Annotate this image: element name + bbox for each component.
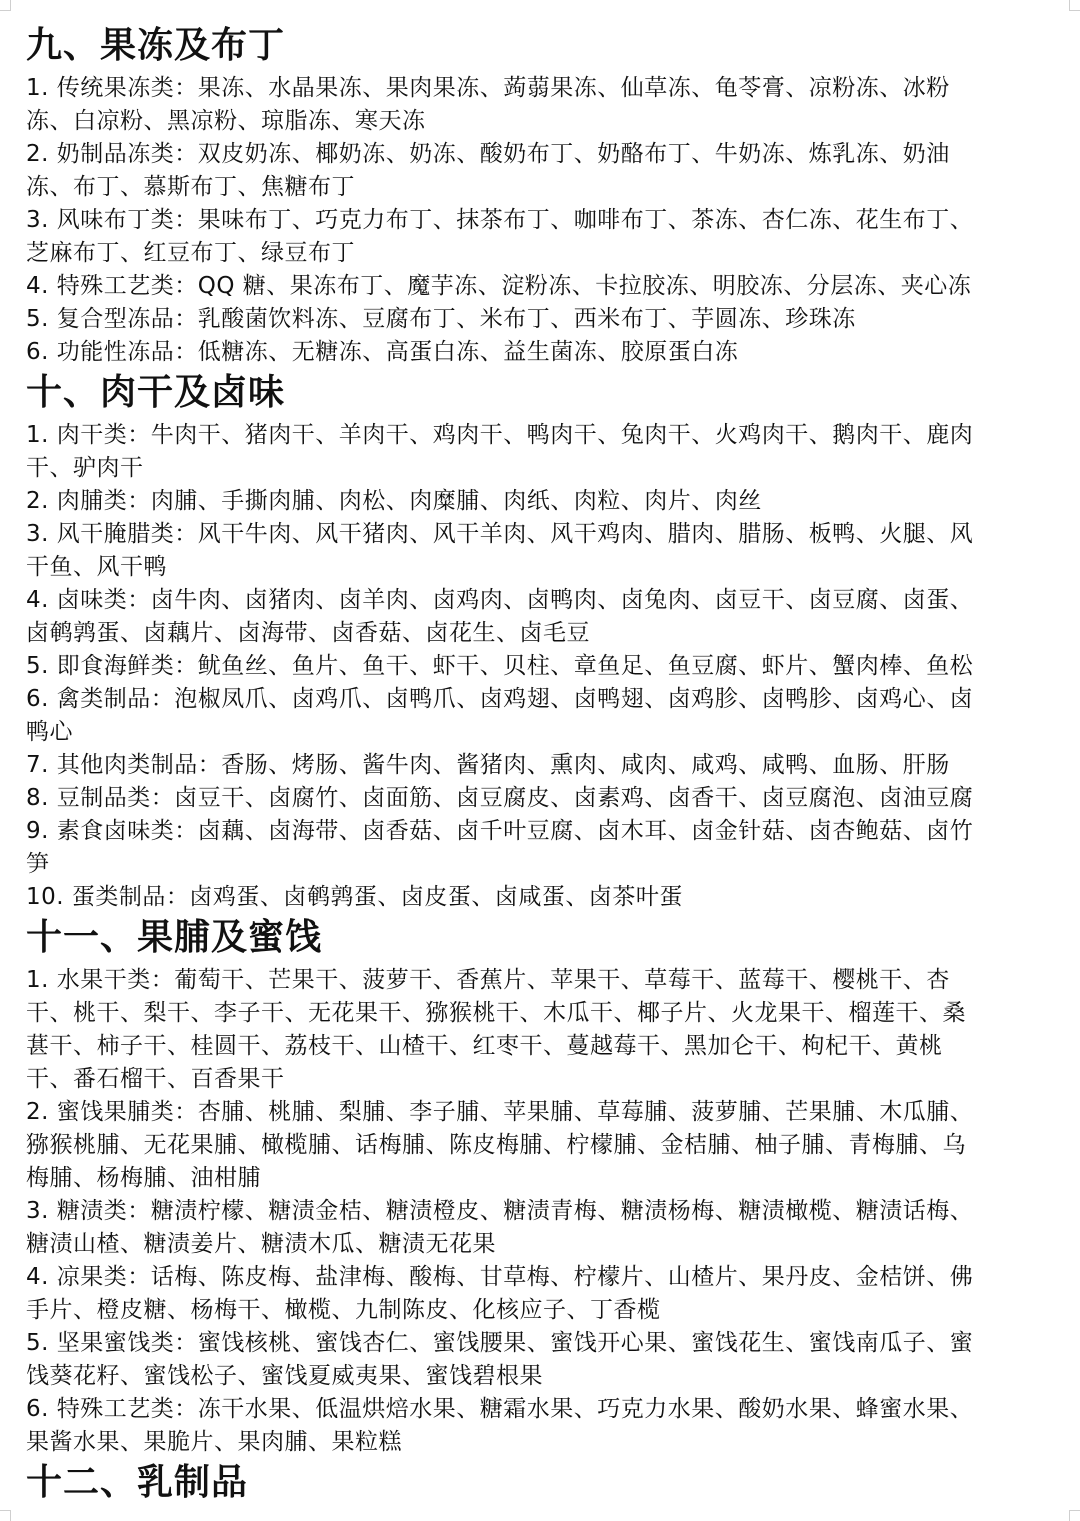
- text-line: 5. 即食海鲜类：鱿鱼丝、鱼片、鱼干、虾干、贝柱、章鱼足、鱼豆腐、虾片、蟹肉棒、鱼松: [26, 653, 974, 679]
- document-page: [26, 22, 1056, 1509]
- text-line: 9. 素食卤味类：卤藕、卤海带、卤香菇、卤千叶豆腐、卤木耳、卤金针菇、卤杏鲍菇、卤竹: [26, 818, 974, 844]
- section-dried-fruit-candied: [26, 914, 1056, 1459]
- text-line: 2. 蜜饯果脯类：杏脯、桃脯、梨脯、李子脯、苹果脯、草莓脯、菠萝脯、芒果脯、木瓜脯、: [26, 1099, 974, 1125]
- section-title: 十、肉干及卤味: [26, 372, 286, 413]
- corner-mark-top-right: [1069, 0, 1080, 11]
- text-line: 鸭心: [26, 719, 73, 745]
- corner-mark-bottom-right: [1069, 1510, 1080, 1521]
- section-title: 十二、乳制品: [26, 1462, 249, 1503]
- text-line: 4. 卤味类：卤牛肉、卤猪肉、卤羊肉、卤鸡肉、卤鸭肉、卤兔肉、卤豆干、卤豆腐、卤蛋、: [26, 587, 974, 613]
- text-line: 6. 特殊工艺类：冻干水果、低温烘焙水果、糖霜水果、巧克力水果、酸奶水果、蜂蜜水果、: [26, 1396, 974, 1422]
- text-line: 手片、橙皮糖、杨梅干、橄榄、九制陈皮、化核应子、丁香榄: [26, 1297, 661, 1323]
- section-title: 十一、果脯及蜜饯: [26, 917, 323, 958]
- section-dairy: [26, 1459, 1056, 1507]
- section-jelly-pudding: [26, 22, 1056, 369]
- corner-mark-top-left: [0, 0, 11, 11]
- text-line: 5. 复合型冻品：乳酸菌饮料冻、豆腐布丁、米布丁、西米布丁、芋圆冻、珍珠冻: [26, 306, 856, 332]
- text-line: 3. 风味布丁类：果味布丁、巧克力布丁、抹茶布丁、咖啡布丁、茶冻、杏仁冻、花生布丁、: [26, 207, 974, 233]
- text-line: 干鱼、风干鸭: [26, 554, 167, 580]
- text-line: 干、桃干、梨干、李子干、无花果干、猕猴桃干、木瓜干、椰子片、火龙果干、榴莲干、桑: [26, 1000, 966, 1026]
- text-line: 冻、白凉粉、黑凉粉、琼脂冻、寒天冻: [26, 108, 426, 134]
- text-line: 1. 传统果冻类：果冻、水晶果冻、果肉果冻、蒟蒻果冻、仙草冻、龟苓膏、凉粉冻、冰粉: [26, 75, 950, 101]
- text-line: 4. 凉果类：话梅、陈皮梅、盐津梅、酸梅、甘草梅、柠檬片、山楂片、果丹皮、金桔饼、佛: [26, 1264, 974, 1290]
- text-line: 6. 功能性冻品：低糖冻、无糖冻、高蛋白冻、益生菌冻、胶原蛋白冻: [26, 339, 739, 365]
- text-line: 饯葵花籽、蜜饯松子、蜜饯夏威夷果、蜜饯碧根果: [26, 1363, 543, 1389]
- text-line: 2. 奶制品冻类：双皮奶冻、椰奶冻、奶冻、酸奶布丁、奶酪布丁、牛奶冻、炼乳冻、奶油: [26, 141, 950, 167]
- text-line: 笋: [26, 851, 50, 877]
- text-line: 梅脯、杨梅脯、油柑脯: [26, 1165, 261, 1191]
- section-title: 九、果冻及布丁: [26, 25, 286, 66]
- corner-mark-bottom-left: [0, 1510, 11, 1521]
- text-line: 卤鹌鹑蛋、卤藕片、卤海带、卤香菇、卤花生、卤毛豆: [26, 620, 590, 646]
- section-jerky-braised: [26, 369, 1056, 914]
- text-line: 7. 其他肉类制品：香肠、烤肠、酱牛肉、酱猪肉、熏肉、咸肉、咸鸡、咸鸭、血肠、肝肠: [26, 752, 950, 778]
- text-line: 2. 肉脯类：肉脯、手撕肉脯、肉松、肉糜脯、肉纸、肉粒、肉片、肉丝: [26, 488, 762, 514]
- text-line: 8. 豆制品类：卤豆干、卤腐竹、卤面筋、卤豆腐皮、卤素鸡、卤香干、卤豆腐泡、卤油豆腐: [26, 785, 974, 811]
- text-line: 葚干、柿子干、桂圆干、荔枝干、山楂干、红枣干、蔓越莓干、黑加仑干、枸杞干、黄桃: [26, 1033, 943, 1059]
- text-line: 3. 风干腌腊类：风干牛肉、风干猪肉、风干羊肉、风干鸡肉、腊肉、腊肠、板鸭、火腿、风: [26, 521, 974, 547]
- text-line: 10. 蛋类制品：卤鸡蛋、卤鹌鹑蛋、卤皮蛋、卤咸蛋、卤茶叶蛋: [26, 884, 683, 910]
- text-line: 6. 禽类制品：泡椒凤爪、卤鸡爪、卤鸭爪、卤鸡翅、卤鸭翅、卤鸡胗、卤鸭胗、卤鸡心、卤: [26, 686, 974, 712]
- text-line: 3. 糖渍类：糖渍柠檬、糖渍金桔、糖渍橙皮、糖渍青梅、糖渍杨梅、糖渍橄榄、糖渍话梅、: [26, 1198, 974, 1224]
- text-line: 芝麻布丁、红豆布丁、绿豆布丁: [26, 240, 355, 266]
- text-line: 猕猴桃脯、无花果脯、橄榄脯、话梅脯、陈皮梅脯、柠檬脯、金桔脯、柚子脯、青梅脯、乌: [26, 1132, 966, 1158]
- text-line: 4. 特殊工艺类：QQ 糖、果冻布丁、魔芋冻、淀粉冻、卡拉胶冻、明胶冻、分层冻、夹心冻: [26, 273, 972, 299]
- text-line: 5. 坚果蜜饯类：蜜饯核桃、蜜饯杏仁、蜜饯腰果、蜜饯开心果、蜜饯花生、蜜饯南瓜子、蜜: [26, 1330, 974, 1356]
- text-line: 1. 肉干类：牛肉干、猪肉干、羊肉干、鸡肉干、鸭肉干、兔肉干、火鸡肉干、鹅肉干、鹿肉: [26, 422, 974, 448]
- text-line: 干、驴肉干: [26, 455, 144, 481]
- text-line: 果酱水果、果脆片、果肉脯、果粒糕: [26, 1429, 402, 1455]
- text-line: 干、番石榴干、百香果干: [26, 1066, 285, 1092]
- text-line: 冻、布丁、慕斯布丁、焦糖布丁: [26, 174, 355, 200]
- text-line: 糖渍山楂、糖渍姜片、糖渍木瓜、糖渍无花果: [26, 1231, 496, 1257]
- text-line: 1. 水果干类：葡萄干、芒果干、菠萝干、香蕉片、苹果干、草莓干、蓝莓干、樱桃干、杏: [26, 967, 950, 993]
